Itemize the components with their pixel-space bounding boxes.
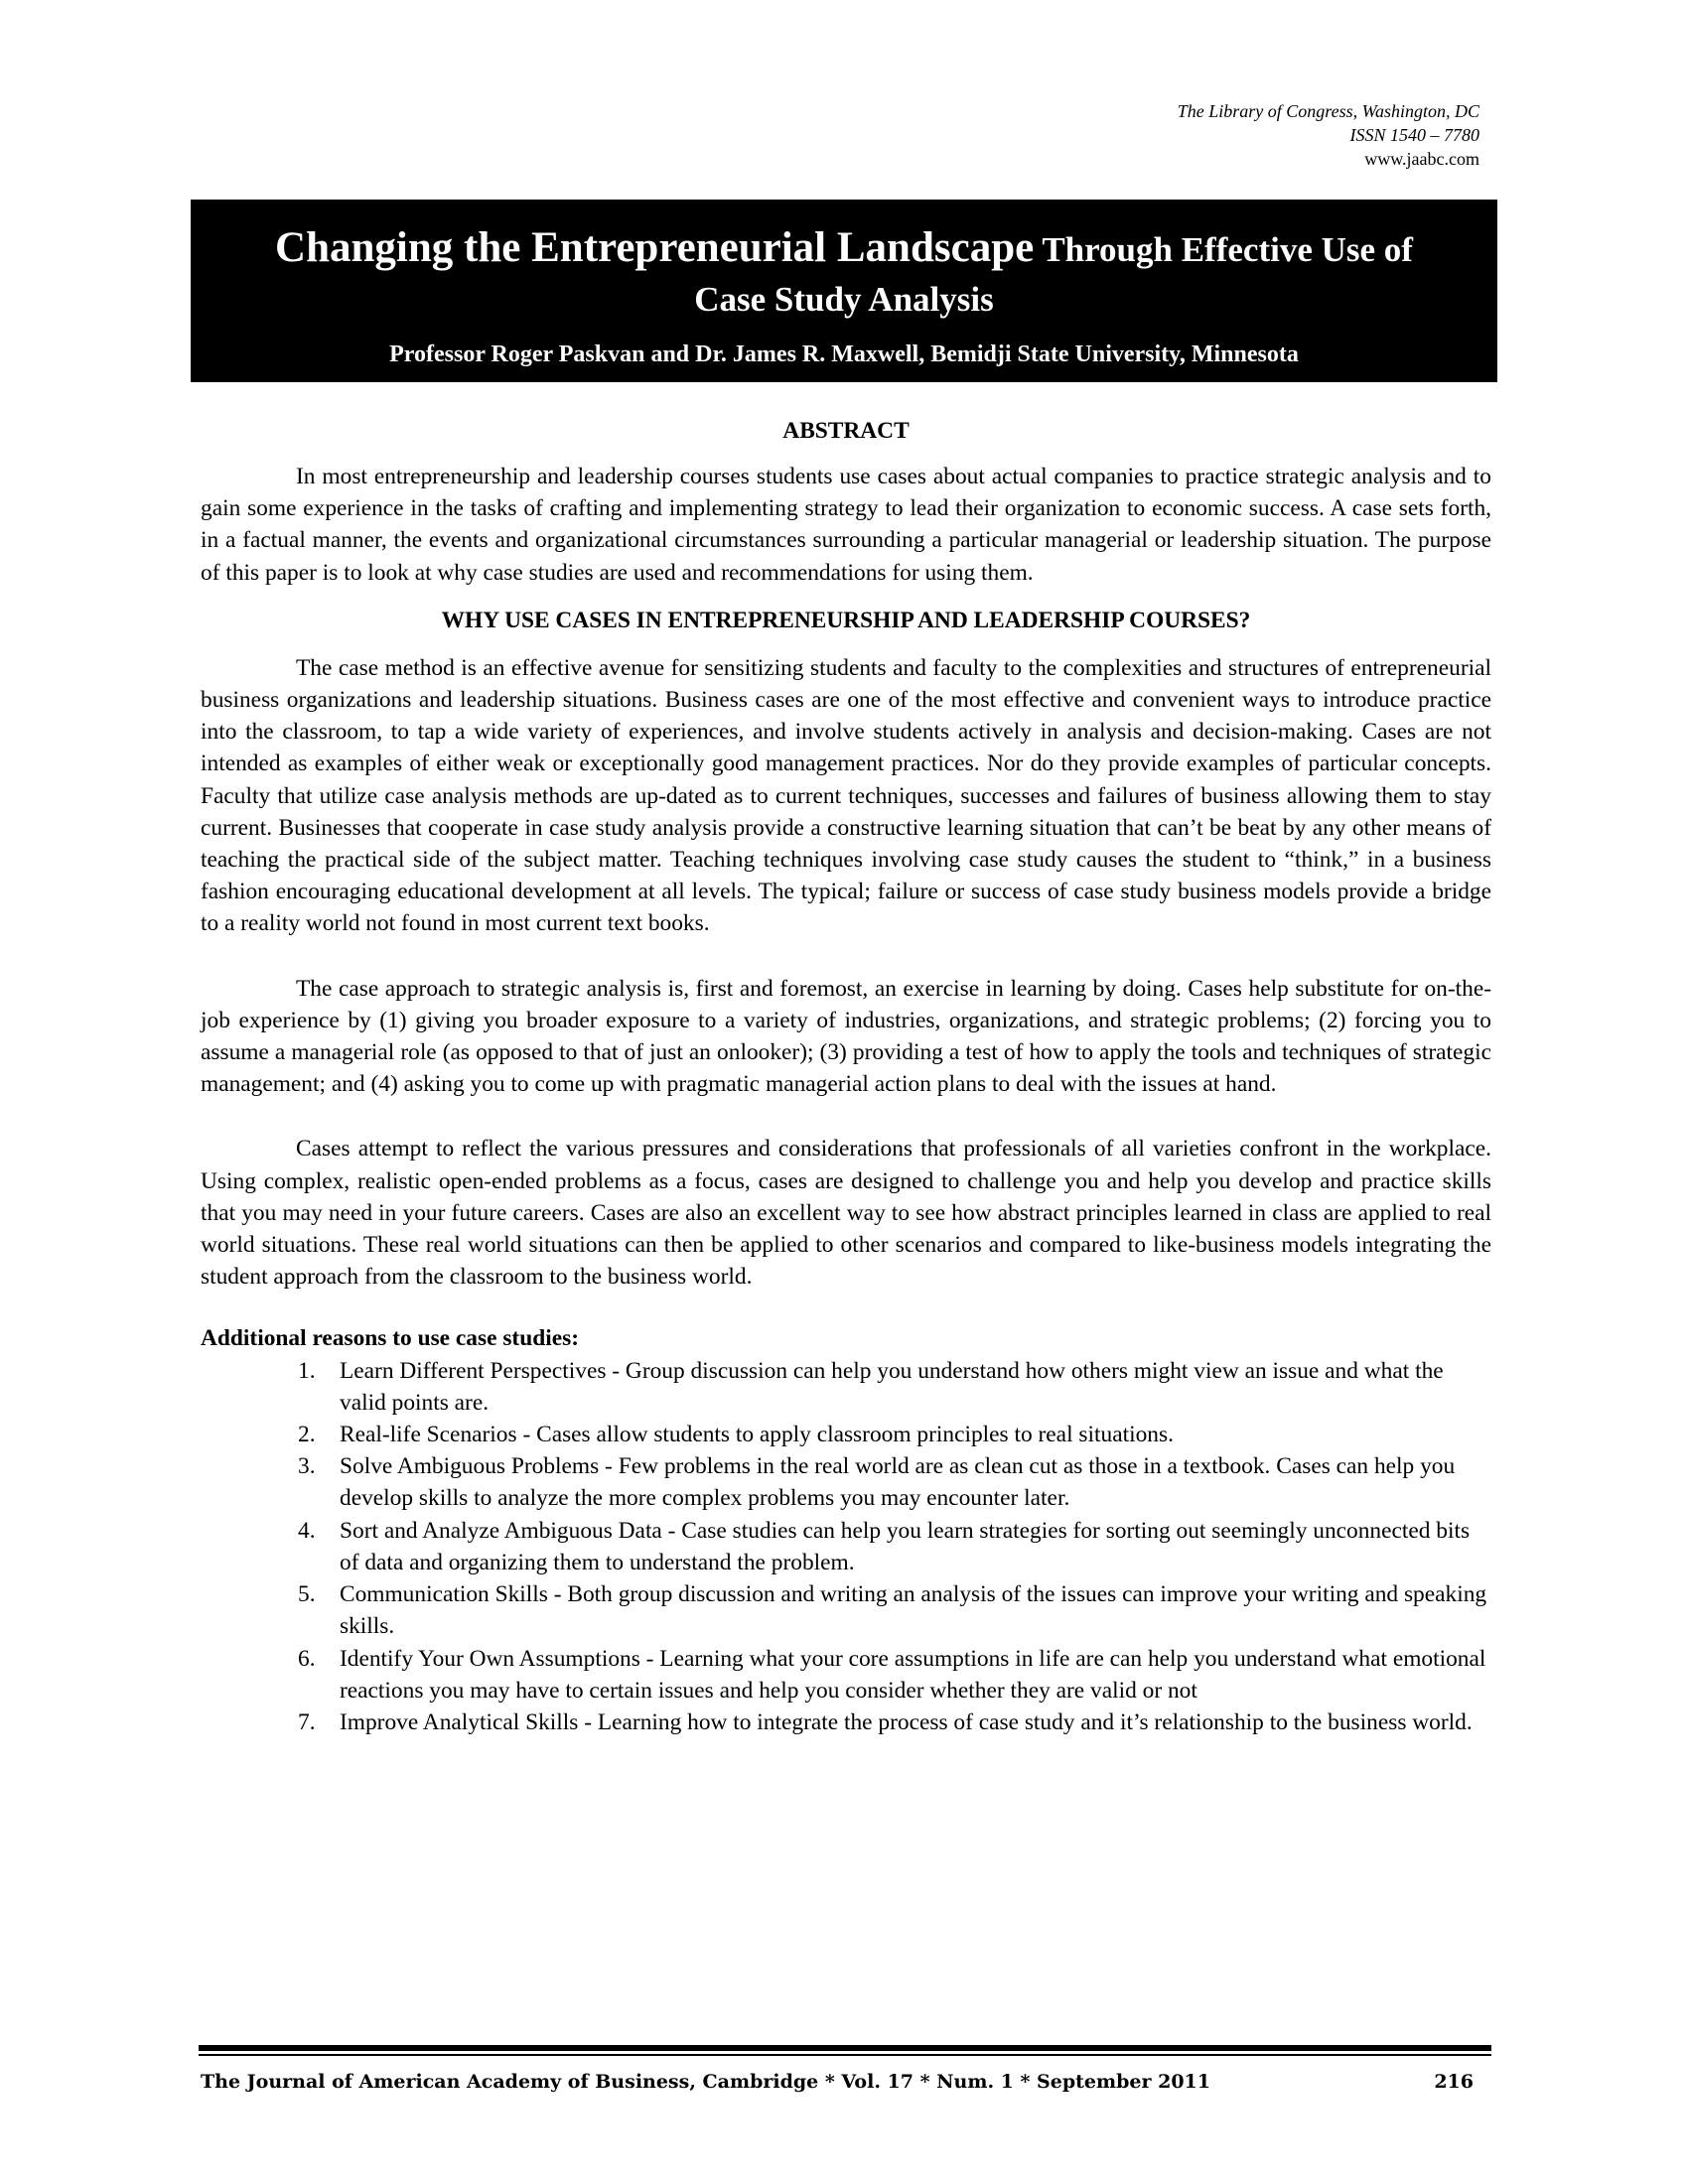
list-item-text: Learn Different Perspectives - Group discussion can help you understand how others might view an issue and what the valid points are. xyxy=(340,1357,1444,1416)
list-item-number: 4. xyxy=(298,1517,316,1544)
list-item-number: 7. xyxy=(298,1708,316,1735)
journal-url: www.jaabc.com xyxy=(1364,149,1479,169)
list-item-text: Improve Analytical Skills - Learning how to integrate the process of case study and it’s relationship to the business world. xyxy=(340,1708,1473,1735)
body-paragraph: Cases attempt to reflect the various pressures and considerations that professionals of all varieties confront in the workplace. Using complex, realistic open-ended problems as a focus, cases are designed to challenge you and help you develop and practice skills that you may need in your future careers. Cases are also an excellent way to see how abstract principles learned in class are applied to real world situations. These real world situations can then be applied to other scenarios and compared to like-business models integrating the student approach from the classroom to the business world. xyxy=(201,1136,1491,1291)
footer-divider xyxy=(199,2045,1491,2056)
list-item-text: Sort and Analyze Ambiguous Data - Case studies can help you learn strategies for sorting out seemingly unconnected bits of data and organizing them to understand the problem. xyxy=(340,1517,1471,1575)
list-item-text: Solve Ambiguous Problems - Few problems in the real world are as clean cut as those in a textbook. Cases can help you develop skills to analyze the more complex problems you may encounter later. xyxy=(340,1453,1456,1512)
paper-authors: Professor Roger Paskvan and Dr. James R. Maxwell, Bemidji State University, Minnesota xyxy=(389,341,1299,367)
list-item-text: Identify Your Own Assumptions - Learning what your core assumptions in life are can help you understand what emotional reactions you may have to certain issues and help you consider whether they are valid or not xyxy=(340,1645,1486,1704)
article-body xyxy=(201,415,1491,1738)
title-banner xyxy=(191,200,1497,382)
body-paragraph: The case method is an effective avenue for sensitizing students and faculty to the complexities and structures of entrepreneurial business organizations and leadership situations. Business cases are one of the most effective and convenient ways to introduce practice into the classroom, to tap a wide variety of experiences, and involve students actively in analysis and decision-making. Cases are not intended as examples of either weak or exceptionally good management practices. Nor do they provide examples of particular concepts. Faculty that utilize case analysis methods are up-dated as to current techniques, successes and failures of business allowing them to stay current. Businesses that cooperate in case study analysis provide a constructive learning situation that can’t be beat by any other means of teaching the practical side of the subject matter. Teaching techniques involving case study causes the student to “think,” in a business fashion encouraging educational development at all levels. The typical; failure or success of case study business models provide a bridge to a reality world not found in most current text books. xyxy=(201,654,1491,937)
footer-divider-thin xyxy=(199,2054,1491,2056)
running-header xyxy=(1178,99,1479,171)
list-item-text: Real-life Scenarios - Cases allow students to apply classroom principles to real situations. xyxy=(340,1422,1174,1448)
list-item-text: Communication Skills - Both group discussion and writing an analysis of the issues can improve your writing and speaking skills. xyxy=(340,1581,1487,1640)
list-item xyxy=(201,1419,1491,1450)
list-item xyxy=(201,1355,1491,1419)
list-item-number: 3. xyxy=(298,1453,316,1480)
journal-citation: The Journal of American Academy of Business, Cambridge * Vol. 17 * Num. 1 * September 2011 xyxy=(201,2071,1211,2093)
list-item xyxy=(201,1450,1491,1514)
list-item xyxy=(201,1578,1491,1642)
paper-title-rest: Through Effective Use of Case Study Analysis xyxy=(694,230,1413,319)
body-paragraph: The case approach to strategic analysis is, first and foremost, an exercise in learning by doing. Cases help substitute for on-the-job experience by (1) giving you broader exposure to a variety of industries, organizations, and strategic problems; (2) forcing you to assume a managerial role (as opposed to that of just an onlooker); (3) providing a test of how to apply the tools and techniques of strategic management; and (4) asking you to come up with pragmatic managerial action plans to deal with the issues at hand. xyxy=(201,975,1491,1098)
list-item-number: 5. xyxy=(298,1581,316,1608)
list-item xyxy=(201,1706,1491,1738)
list-item-number: 6. xyxy=(298,1645,316,1672)
reasons-heading: Additional reasons to use case studies: xyxy=(201,1325,579,1352)
list-item xyxy=(201,1643,1491,1706)
abstract-heading: ABSTRACT xyxy=(782,418,910,444)
list-item-number: 1. xyxy=(298,1357,316,1384)
page-number: 216 xyxy=(1434,2071,1474,2093)
footer-divider-thick xyxy=(199,2045,1491,2051)
reasons-list xyxy=(201,1355,1491,1738)
list-item xyxy=(201,1515,1491,1578)
issn-line: ISSN 1540 – 7780 xyxy=(1349,125,1479,145)
publisher-line: The Library of Congress, Washington, DC xyxy=(1177,101,1479,121)
list-item-number: 2. xyxy=(298,1422,316,1448)
paper-title xyxy=(248,223,1440,324)
abstract-text: In most entrepreneurship and leadership courses students use cases about actual companies to practice strategic analysis and to gain some experience in the tasks of crafting and implementing strategy to lead their organization to economic success. A case sets forth, in a factual manner, the events and organizational circumstances surrounding a particular managerial or leadership situation. The purpose of this paper is to look at why case studies are used and recommendations for using them. xyxy=(201,464,1491,586)
section-heading: WHY USE CASES IN ENTREPRENEURSHIP AND LEADERSHIP COURSES? xyxy=(441,607,1251,633)
paper-title-lead: Changing the Entrepreneurial Landscape xyxy=(275,224,1035,271)
